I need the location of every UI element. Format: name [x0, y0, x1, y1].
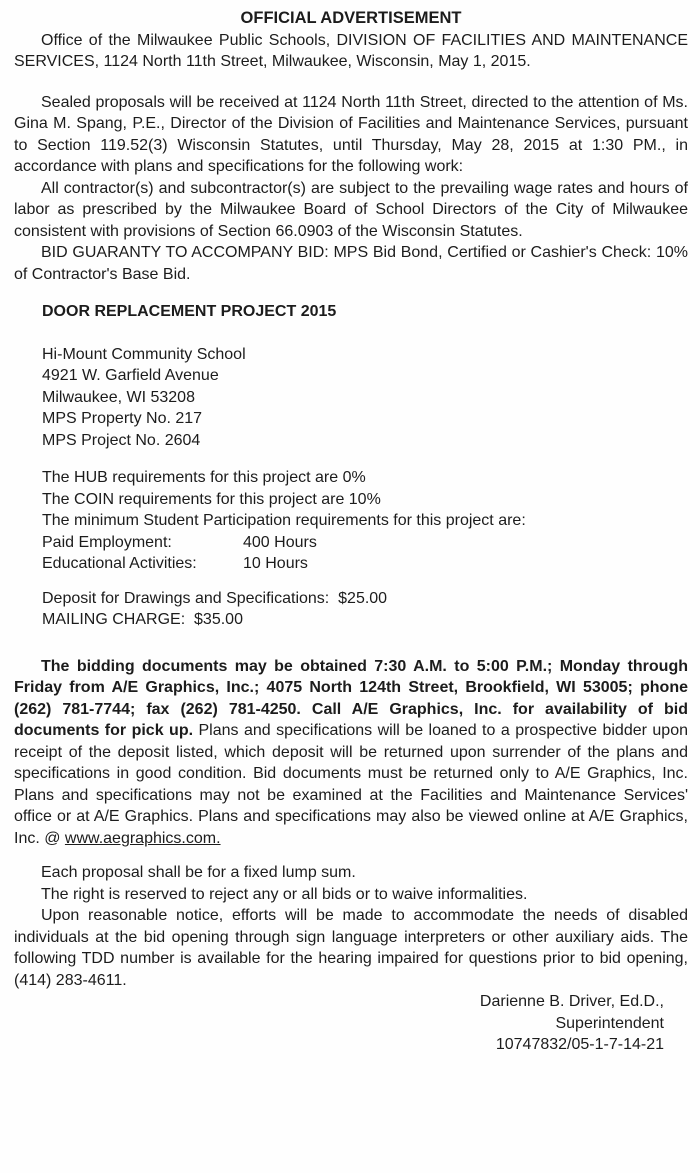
- paid-employment-value: 400 Hours: [243, 533, 317, 551]
- accommodations-paragraph: Upon reasonable notice, efforts will be made to accommodate the needs of disabled individuals at the bid opening through sign language interpreters or other auxiliary aids. The following TDD number is available for the hearing impaired for questions prior to bid opening, (414) 283-4611.: [14, 907, 688, 989]
- page-title: OFFICIAL ADVERTISEMENT: [240, 9, 462, 27]
- bidding-documents-bold-text: The bidding documents may be obtained 7:30 A.M. to 5:00 P.M.; Monday through Friday from A/E Graphics, Inc.; 4075 North 124th Street, Brookfield, WI 53005; phone (262) 781-7744; fax (262) 781-4250. Call A/E Graphics, Inc. for availability of bid documents for pick up.: [14, 657, 688, 739]
- mailing-charge-line: MAILING CHARGE: $35.00: [42, 611, 243, 628]
- superintendent-name: Darienne B. Driver, Ed.D.,: [479, 993, 664, 1010]
- site-project-number: MPS Project No. 2604: [42, 431, 201, 449]
- fees-block: [42, 588, 688, 631]
- project-title: DOOR REPLACEMENT PROJECT 2015: [42, 303, 337, 320]
- spacer: [14, 849, 688, 862]
- spacer: [14, 285, 688, 301]
- hub-requirement-line: The HUB requirements for this project are 0%: [42, 469, 366, 486]
- deposit-line: Deposit for Drawings and Specifications: $25.00: [42, 589, 388, 607]
- spacer: [14, 451, 688, 467]
- superintendent-title: Superintendent: [555, 1014, 664, 1032]
- site-street-address: 4921 W. Garfield Avenue: [42, 367, 219, 384]
- prevailing-wage-paragraph: All contractor(s) and subcontractor(s) are subject to the prevailing wage rates and hours of labor as prescribed by the Milwaukee Board of School Directors of the City of Milwaukee consistent with provisions of Section 66.0903 of the Wisconsin Statutes.: [14, 179, 688, 240]
- educational-activities-row: [42, 553, 688, 575]
- paid-employment-row: [42, 532, 688, 554]
- requirements-block: [42, 467, 688, 575]
- signature-block: [14, 991, 688, 1056]
- aegraphics-website-link[interactable]: www.aegraphics.com.: [64, 829, 221, 847]
- lump-sum-paragraph: Each proposal shall be for a fixed lump sum.: [41, 864, 356, 881]
- student-participation-intro-line: The minimum Student Participation requirements for this project are:: [42, 512, 526, 529]
- spacer: [14, 73, 688, 92]
- bidding-documents-paragraph: [14, 656, 688, 850]
- office-header-paragraph: Office of the Milwaukee Public Schools, DIVISION OF FACILITIES AND MAINTENANCE SERVICES, 1124 North 11th Street, Milwaukee, Wisconsin, May 1, 2015.: [14, 31, 688, 70]
- site-city-state-zip: Milwaukee, WI 53208: [42, 388, 195, 406]
- spacer: [14, 575, 688, 588]
- bid-guaranty-paragraph: BID GUARANTY TO ACCOMPANY BID: MPS Bid Bond, Certified or Cashier's Check: 10% of Contractor's Base Bid.: [14, 244, 688, 283]
- educational-activities-value: 10 Hours: [243, 555, 308, 572]
- sealed-proposals-paragraph: Sealed proposals will be received at 1124 North 11th Street, directed to the attention of Ms. Gina M. Spang, P.E., Director of the Division of Facilities and Maintenance Services, pursuant to Section 119.52(3) Wisconsin Statutes, until Thursday, May 28, 2015 at 1:30 PM., in accordance with plans and specifications for the following work:: [14, 93, 688, 175]
- paid-employment-label: Paid Employment:: [42, 533, 172, 551]
- educational-activities-label: Educational Activities:: [42, 555, 197, 572]
- spacer: [14, 631, 688, 656]
- site-school-name: Hi-Mount Community School: [42, 345, 246, 363]
- ad-reference-number: 10747832/05-1-7-14-21: [495, 1036, 664, 1053]
- bidding-documents-regular-text: Plans and specifications will be loaned to a prospective bidder upon receipt of the deposit listed, which deposit will be returned upon surrender of the plans and specifications in good condition. Bid documents must be returned only to A/E Graphics, Inc. Plans and specifications may not be examined at the Facilities and Maintenance Services' office or at A/E Graphics. Plans and specifications may also be viewed online at A/E Graphics, Inc. @: [14, 722, 689, 847]
- project-site-block: [42, 344, 688, 452]
- reject-rights-paragraph: The right is reserved to reject any or all bids or to waive informalities.: [41, 885, 528, 903]
- spacer: [14, 323, 688, 344]
- site-property-number: MPS Property No. 217: [42, 410, 203, 427]
- coin-requirement-line: The COIN requirements for this project are 10%: [42, 490, 381, 508]
